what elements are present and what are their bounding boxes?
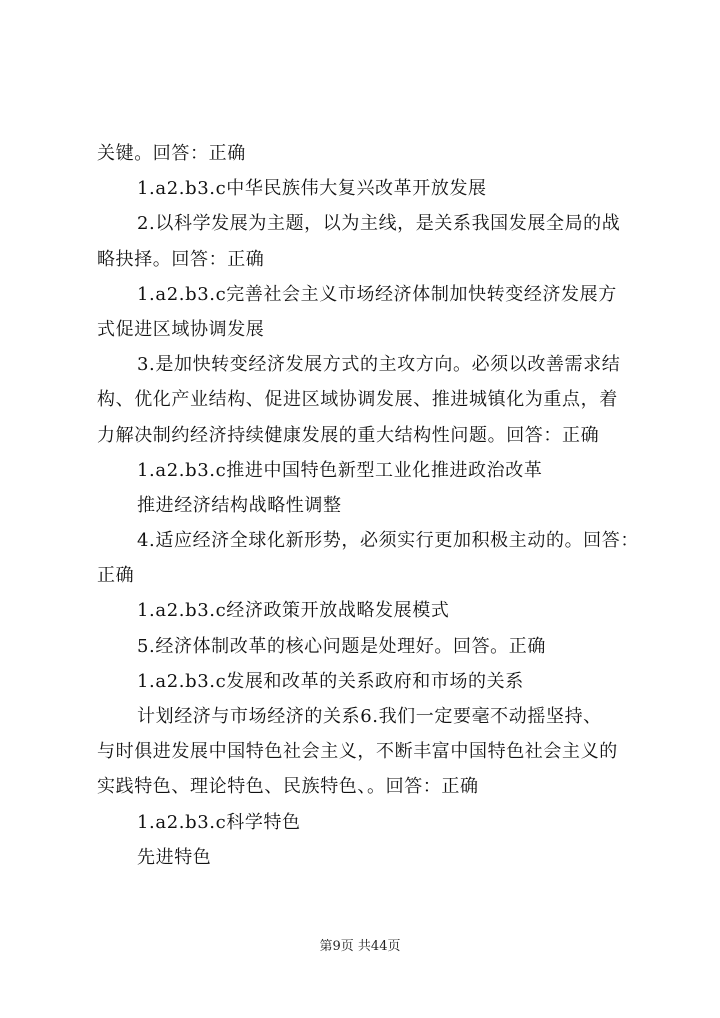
text-line: 计划经济与市场经济的关系6.我们一定要毫不动摇坚持、 xyxy=(137,706,602,727)
document-body xyxy=(97,136,642,875)
text-line: 1.a2.b3.c中华民族伟大复兴改革开放发展 xyxy=(137,178,487,200)
text-line: 3.是加快转变经济发展方式的主攻方向。必须以改善需求结 xyxy=(137,354,621,376)
text-line: 关键。回答：正确 xyxy=(97,143,246,164)
text-line: 略抉择。回答：正确 xyxy=(97,248,265,270)
text-line: 式促进区域协调发展 xyxy=(97,318,265,340)
text-line: 推进经济结构战略性调整 xyxy=(137,494,342,516)
text-line: 1.a2.b3.c发展和改革的关系政府和市场的关系 xyxy=(137,670,524,692)
page-footer: 第9页 共44页 xyxy=(319,939,401,954)
text-line: 5.经济体制改革的核心问题是处理好。回答。正确 xyxy=(137,635,546,657)
text-line: 与时俱进发展中国特色社会主义，不断丰富中国特色社会主义的 xyxy=(97,741,618,763)
text-line: 实践特色、理论特色、民族特色、。回答：正确 xyxy=(97,776,479,798)
text-line: 力解决制约经济持续健康发展的重大结构性问题。回答：正确 xyxy=(97,424,600,446)
text-line: 2.以科学发展为主题，以为主线，是关系我国发展全局的战 xyxy=(137,213,621,235)
text-line: 1.a2.b3.c经济政策开放战略发展模式 xyxy=(137,600,450,622)
text-line: 先进特色 xyxy=(137,846,212,868)
text-line: 1.a2.b3.c推进中国特色新型工业化推进政治改革 xyxy=(137,459,543,481)
text-line: 4.适应经济全球化新形势，必须实行更加积极主动的。回答： xyxy=(137,530,639,552)
text-line: 1.a2.b3.c完善社会主义市场经济体制加快转变经济发展方 xyxy=(137,283,617,305)
text-line: 正确 xyxy=(97,565,135,587)
text-line: 1.a2.b3.c科学特色 xyxy=(137,811,301,833)
text-line: 构、优化产业结构、促进区域协调发展、推进城镇化为重点，着 xyxy=(97,389,618,411)
